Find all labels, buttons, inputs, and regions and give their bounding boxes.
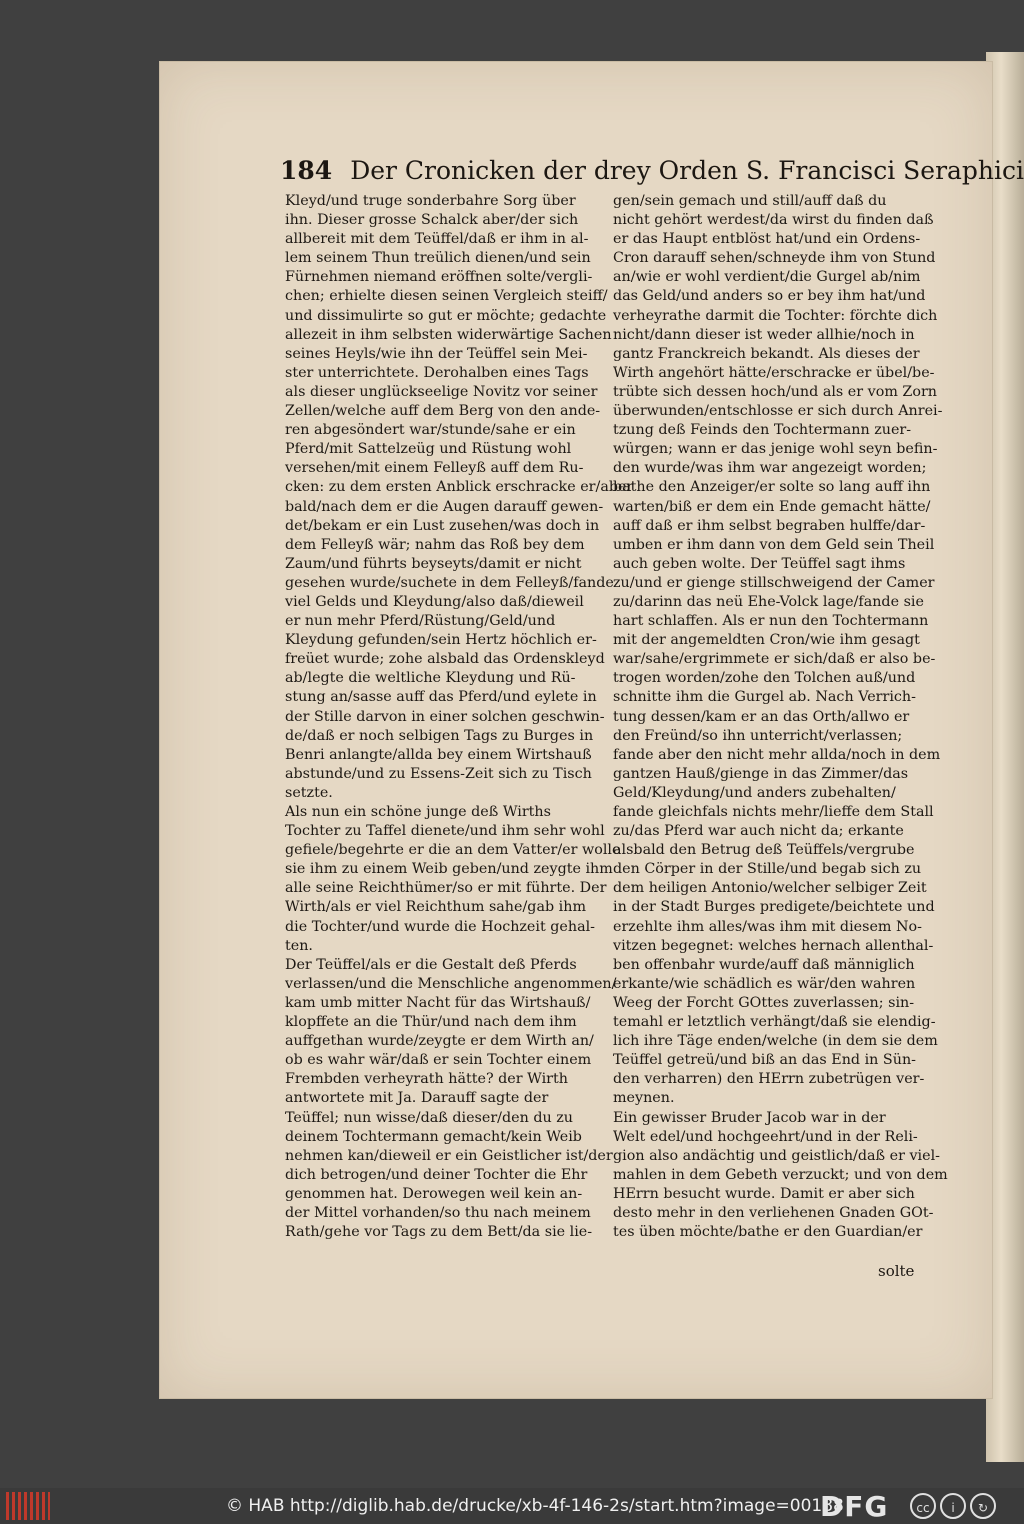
text-line: abstunde/und zu Essens-Zeit sich zu Tisch <box>285 765 592 782</box>
text-line: gantzen Hauß/gienge in das Zimmer/das <box>613 765 909 782</box>
text-line: Zellen/welche auff dem Berg von den ande- <box>285 403 601 420</box>
text-line: zu/das Pferd war auch nicht da; erkante <box>613 823 904 840</box>
text-line: schnitte ihm die Gurgel ab. Nach Verrich- <box>613 689 916 706</box>
text-line: alsbald den Betrug deß Teüffels/vergrube <box>613 842 915 859</box>
cc-icon: cc <box>910 1493 936 1519</box>
text-line: den verharren) den HErrn zubetrügen ver- <box>613 1071 925 1088</box>
text-line: bathe den Anzeiger/er solte so lang auff ihn <box>613 479 931 496</box>
catchword: solte <box>878 1262 915 1280</box>
text-line: Frembden verheyrath hätte? der Wirth <box>285 1071 568 1088</box>
text-line: HErrn besucht wurde. Damit er aber sich <box>613 1185 915 1202</box>
text-line: zu/und er gienge stillschweigend der Camer <box>613 574 935 591</box>
text-line: Tochter zu Taffel dienete/und ihm sehr wohl <box>285 823 605 840</box>
text-line: stung an/sasse auff das Pferd/und eylete in <box>285 689 597 706</box>
text-line: Teüffel; nun wisse/daß dieser/den du zu <box>285 1109 573 1126</box>
text-line: ob es wahr wär/daß er sein Tochter einem <box>285 1052 592 1069</box>
text-line: dich betrogen/und deiner Tochter die Ehr <box>285 1166 588 1183</box>
text-line: seines Heyls/wie ihn der Teüffel sein Mei- <box>285 345 588 362</box>
text-line: den Freünd/so ihn unterricht/verlassen; <box>613 727 903 744</box>
text-line: warten/biß er dem ein Ende gemacht hätte/ <box>613 498 931 515</box>
text-line: die Tochter/und wurde die Hochzeit gehal- <box>285 918 596 935</box>
text-line: genommen hat. Derowegen weil kein an- <box>285 1185 583 1202</box>
right-text-column <box>613 192 948 1242</box>
text-line: trübte sich dessen hoch/und als er vom Zorn <box>613 383 938 400</box>
text-line: Geld/Kleydung/und anders zubehalten/ <box>613 784 896 801</box>
text-line: allbereit mit dem Teüffel/daß er ihm in al- <box>285 231 589 248</box>
text-line: gefiele/begehrte er die an dem Vatter/er wolle <box>285 842 621 859</box>
text-line: den wurde/was ihm war angezeigt worden; <box>613 460 927 477</box>
text-line: ster unterrichtete. Derohalben eines Tags <box>285 364 589 381</box>
text-line: Kleyd/und truge sonderbahre Sorg über <box>285 193 576 209</box>
text-line: der Stille darvon in einer solchen geschwin- <box>285 708 605 725</box>
text-line: Als nun ein schöne junge deß Wirths <box>285 804 551 820</box>
text-line: Pferd/mit Sattelzeüg und Rüstung wohl <box>285 441 572 458</box>
text-line: versehen/mit einem Felleyß auff dem Ru- <box>285 460 584 477</box>
text-line: Fürnehmen niemand eröffnen solte/vergli- <box>285 269 593 286</box>
text-line: fande aber den nicht mehr allda/noch in dem <box>613 746 941 763</box>
text-line: verheyrathe darmit die Tochter: förchte dich <box>613 307 938 324</box>
text-line: vitzen begegnet: welches hernach allenthal- <box>613 937 934 954</box>
text-line: mit der angemeldten Cron/wie ihm gesagt <box>613 632 920 649</box>
footer-bar <box>0 1488 1024 1524</box>
text-line: Weeg der Forcht GOttes zuverlassen; sin- <box>613 994 915 1011</box>
text-line: ren abgesöndert war/stunde/sahe er ein <box>285 422 576 439</box>
text-line: auff daß er ihm selbst begraben hulffe/dar- <box>613 517 926 534</box>
text-line: freüet wurde; zohe alsbald das Ordenskleyd <box>285 651 605 668</box>
citation-link[interactable]: © HAB http://diglib.hab.de/drucke/xb-4f-146-2s/start.htm?image=00188 <box>226 1496 844 1516</box>
left-text-column <box>285 192 634 1242</box>
text-line: Rath/gehe vor Tags zu dem Bett/da sie lie- <box>285 1224 593 1241</box>
text-line: ab/legte die weltliche Kleydung und Rü- <box>285 670 576 687</box>
running-title: Der Cronicken der drey Orden S. Francisci Seraphici <box>350 156 1024 185</box>
text-line: und dissimulirte so gut er möchte; gedachte <box>285 307 607 324</box>
text-line: als dieser unglückseelige Novitz vor seiner <box>285 383 598 400</box>
text-line: er nun mehr Pferd/Rüstung/Geld/und <box>285 613 556 630</box>
text-line: der Mittel vorhanden/so thu nach meinem <box>285 1204 591 1221</box>
text-line: lem seinem Thun treülich dienen/und sein <box>285 250 591 267</box>
text-line: in der Stadt Burges predigete/beichtete und <box>613 899 935 916</box>
text-line: tzung deß Feinds den Tochtermann zuer- <box>613 422 912 439</box>
text-line: Der Teüffel/als er die Gestalt deß Pferds <box>285 956 577 973</box>
text-line: fande gleichfals nichts mehr/lieffe dem Stall <box>613 804 934 820</box>
text-line: chen; erhielte diesen seinen Vergleich steiff/ <box>285 288 608 305</box>
text-line: umben er ihm dann von dem Geld sein Theil <box>613 536 935 553</box>
text-line: tes üben möchte/bathe er den Guardian/er <box>613 1224 923 1241</box>
text-line: das Geld/und anders so er bey ihm hat/und <box>613 288 926 305</box>
text-line: ihn. Dieser grosse Schalck aber/der sich <box>285 212 579 229</box>
text-line: Welt edel/und hochgeehrt/und in der Reli- <box>613 1128 918 1145</box>
text-line: Ein gewisser Bruder Jacob war in der <box>613 1109 886 1126</box>
text-line: Cron darauff sehen/schneyde ihm von Stund <box>613 250 936 267</box>
text-line: deinem Tochtermann gemacht/kein Weib <box>285 1128 582 1145</box>
text-line: an/wie er wohl verdient/die Gurgel ab/nim <box>613 269 921 286</box>
text-line: klopffete an die Thür/und nach dem ihm <box>285 1014 577 1031</box>
text-line: auch geben wolte. Der Teüffel sagt ihms <box>613 555 906 572</box>
text-line: er das Haupt entblöst hat/und ein Ordens- <box>613 231 921 248</box>
text-line: hart schlaffen. Als er nun den Tochtermann <box>613 613 929 630</box>
text-line: gantz Franckreich bekandt. Als dieses der <box>613 345 920 362</box>
text-line: dem heiligen Antonio/welcher selbiger Zeit <box>613 880 927 897</box>
text-line: dem Felleyß wär; nahm das Roß bey dem <box>285 536 585 553</box>
text-line: erkante/wie schädlich es wär/den wahren <box>613 975 916 992</box>
text-line: nicht gehört werdest/da wirst du finden daß <box>613 212 934 229</box>
text-line: allezeit in ihm selbsten widerwärtige Sachen <box>285 326 612 343</box>
text-line: temahl er letztlich verhängt/daß sie elendig- <box>613 1014 936 1031</box>
text-line: setzte. <box>285 784 333 801</box>
page-header <box>280 156 1024 192</box>
text-line: antwortete mit Ja. Darauff sagte der <box>285 1090 549 1107</box>
sa-icon: ↻ <box>970 1493 996 1519</box>
text-line: war/sahe/ergrimmete er sich/daß er also be- <box>613 651 936 668</box>
text-line: gesehen wurde/suchete in dem Felleyß/fande <box>285 574 614 591</box>
text-line: trogen worden/zohe den Tolchen auß/und <box>613 670 916 687</box>
text-line: überwunden/entschlosse er sich durch Anrei- <box>613 403 943 420</box>
text-line: würgen; wann er das jenige wohl seyn befin- <box>613 441 938 458</box>
text-line: ten. <box>285 937 313 954</box>
text-line: zu/darinn das neü Ehe-Volck lage/fande sie <box>613 593 924 610</box>
text-line: desto mehr in den verliehenen Gnaden GOt- <box>613 1204 934 1221</box>
text-line: Zaum/und führts beyseyts/damit er nicht <box>285 555 582 572</box>
text-line: bald/nach dem er die Augen darauff gewen- <box>285 498 604 515</box>
text-line: lich ihre Täge enden/welche (in dem sie dem <box>613 1033 938 1050</box>
text-line: ben offenbahr wurde/auff daß männiglich <box>613 956 915 973</box>
text-line: erzehlte ihm alles/was ihm mit diesem No- <box>613 918 922 935</box>
text-line: mahlen in dem Gebeth verzuckt; und von dem <box>613 1166 948 1183</box>
text-line: kam umb mitter Nacht für das Wirtshauß/ <box>285 994 591 1011</box>
text-line: alle seine Reichthümer/so er mit führte. Der <box>285 880 607 897</box>
text-line: cken: zu dem ersten Anblick erschracke er/aber <box>285 479 634 496</box>
license-badge[interactable] <box>910 1492 1018 1520</box>
text-line: Wirth angehört hätte/erschracke er übel/be- <box>613 364 935 381</box>
dfg-logo: DFG <box>820 1490 889 1523</box>
text-line: nehmen kan/dieweil er ein Geistlicher ist/der <box>285 1147 613 1164</box>
text-line: gion also andächtig und geistlich/daß er viel- <box>613 1147 940 1164</box>
text-line: Kleydung gefunden/sein Hertz höchlich er- <box>285 632 597 649</box>
text-line: verlassen/und die Menschliche angenommen/ <box>285 975 617 992</box>
text-line: det/bekam er ein Lust zusehen/was doch in <box>285 517 600 534</box>
text-line: viel Gelds und Kleydung/also daß/dieweil <box>285 593 584 610</box>
library-logo-icon <box>6 1492 50 1520</box>
text-line: tung dessen/kam er an das Orth/allwo er <box>613 708 910 725</box>
text-line: Wirth/als er viel Reichthum sahe/gab ihm <box>285 899 586 916</box>
text-line: den Cörper in der Stille/und begab sich zu <box>613 861 922 878</box>
text-line: de/daß er noch selbigen Tags zu Burges in <box>285 727 594 744</box>
page-number: 184 <box>280 156 333 185</box>
text-line: Benri anlangte/allda bey einem Wirtshauß <box>285 746 592 763</box>
text-line: Teüffel getreü/und biß an das End in Sün- <box>613 1052 916 1069</box>
text-line: nicht/dann dieser ist weder allhie/noch in <box>613 326 915 343</box>
by-icon: i <box>940 1493 966 1519</box>
text-line: gen/sein gemach und still/auff daß du <box>613 193 887 209</box>
text-line: sie ihm zu einem Weib geben/und zeygte ihm <box>285 861 613 878</box>
text-line: meynen. <box>613 1090 675 1107</box>
text-line: auffgethan wurde/zeygte er dem Wirth an/ <box>285 1033 594 1050</box>
